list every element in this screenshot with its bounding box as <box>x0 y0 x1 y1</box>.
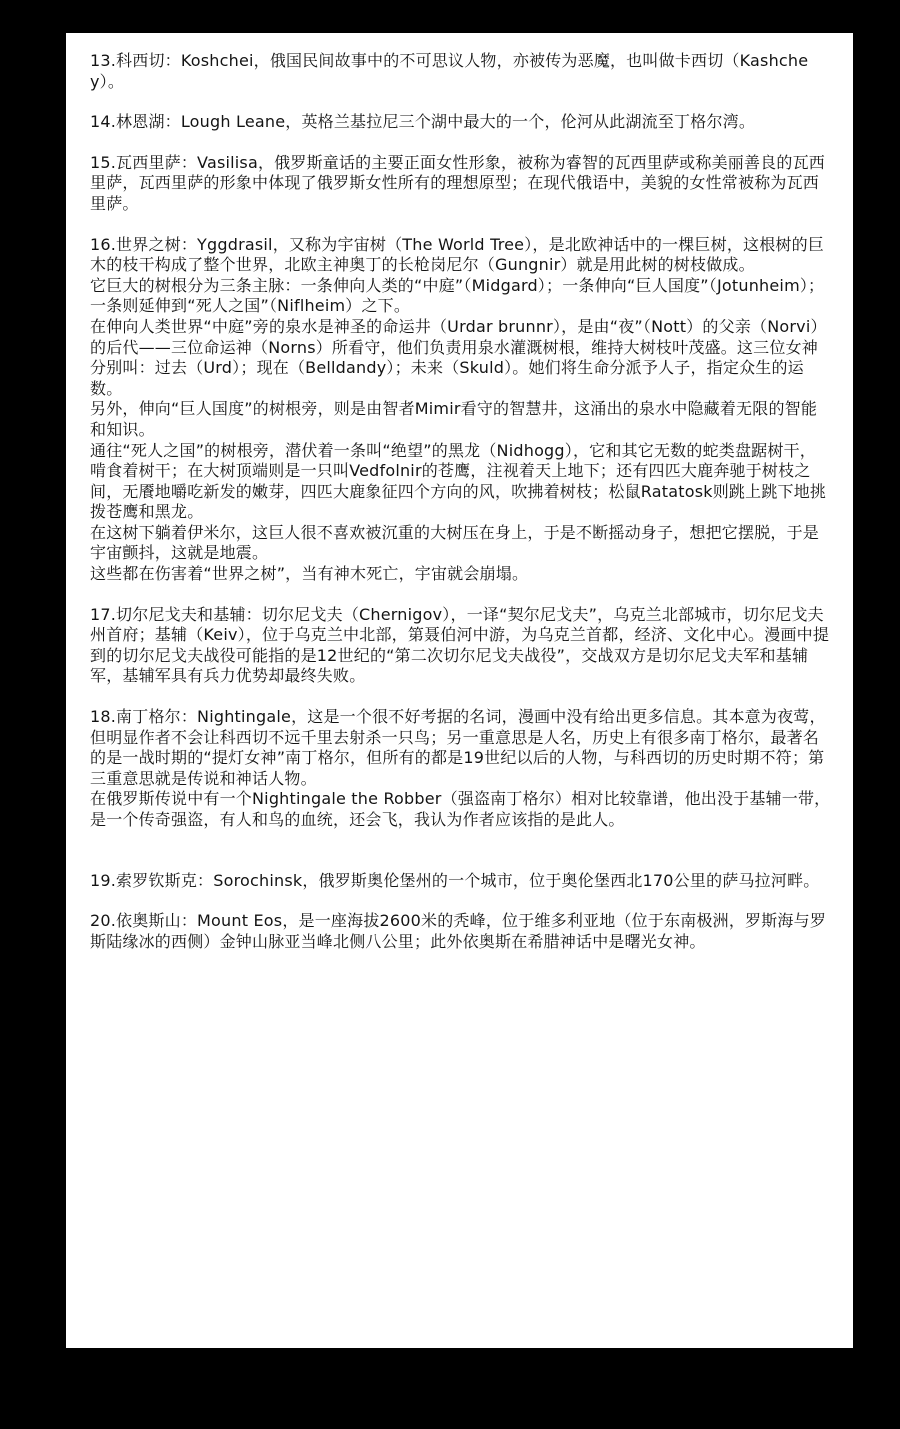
document-page <box>66 33 853 1348</box>
note-15 <box>90 153 831 215</box>
note-paragraph: 16.世界之树：Yggdrasil，又称为宇宙树（The World Tree），是北欧神话中的一棵巨树，这根树的巨木的枝干构成了整个世界，北欧主神奥丁的长枪岗尼尔（Gungnir）就是用此树的树枝做成。 <box>90 234 825 275</box>
note-18 <box>90 707 831 831</box>
note-paragraph: 15.瓦西里萨：Vasilisa，俄罗斯童话的主要正面女性形象，被称为睿智的瓦西里萨或称美丽善良的瓦西里萨，瓦西里萨的形象中体现了俄罗斯女性所有的理想原型；在现代俄语中，美貌的女性常被称为瓦西里萨。 <box>90 152 825 213</box>
note-13 <box>90 51 831 92</box>
note-paragraph: 另外，伸向“巨人国度”的树根旁，则是由智者Mimir看守的智慧井，这涌出的泉水中隐藏着无限的智能和知识。 <box>90 399 818 439</box>
note-paragraph: 在俄罗斯传说中有一个Nightingale the Robber（强盗南丁格尔）相对比较靠谱，他出没于基辅一带，是一个传奇强盗，有人和鸟的血统，还会飞，我认为作者应该指的是此人。 <box>90 789 831 829</box>
note-16 <box>90 235 831 585</box>
note-paragraph: 18.南丁格尔：Nightingale，这是一个很不好考据的名词，漫画中没有给出更多信息。其本意为夜莺，但明显作者不会让科西切不远千里去射杀一只鸟；另一重意思是人名，历史上有很多南丁格尔，最著名的是一战时期的“提灯女神”南丁格尔，但所有的都是19世纪以后的人物，与科西切的历史时期不符；第三重意思就是传说和神话人物。 <box>90 707 826 788</box>
note-paragraph: 19.索罗钦斯克：Sorochinsk，俄罗斯奥伦堡州的一个城市，位于奥伦堡西北170公里的萨马拉河畔。 <box>90 870 820 890</box>
note-19 <box>90 871 831 892</box>
note-14 <box>90 112 831 133</box>
note-paragraph: 在这树下躺着伊米尔，这巨人很不喜欢被沉重的大树压在身上，于是不断摇动身子，想把它摆脱，于是宇宙颤抖，这就是地震。 <box>90 522 820 563</box>
note-paragraph: 13.科西切：Koshchei，俄国民间故事中的不可思议人物，亦被传为恶魔，也叫做卡西切（Kashchey）。 <box>90 51 809 91</box>
note-paragraph: 14.林恩湖：Lough Leane，英格兰基拉尼三个湖中最大的一个，伦河从此湖流至丁格尔湾。 <box>90 112 756 132</box>
note-20 <box>90 911 831 952</box>
note-paragraph: 17.切尔尼戈夫和基辅：切尔尼戈夫（Chernigov），一译“契尔尼戈夫”，乌克兰北部城市，切尔尼戈夫州首府；基辅（Keiv），位于乌克兰中北部，第聂伯河中游，为乌克兰首都，经济、文化中心。漫画中提到的切尔尼戈夫战役可能指的是12世纪的“第二次切尔尼戈夫战役”，交战双方是切尔尼戈夫军和基辅军，基辅军具有兵力优势却最终失败。 <box>90 604 830 686</box>
note-paragraph: 在伸向人类世界“中庭”旁的泉水是神圣的命运井（Urdar brunnr），是由“夜”（Nott）的父亲（Norvi）的后代——三位命运神（Norns）所看守，他们负责用泉水灌溉树根，维持大树枝叶茂盛。这三位女神分别叫：过去（Urd）；现在（Belldandy）；未来（Skuld）。她们将生命分派予人子，指定众生的运数。 <box>90 316 827 398</box>
note-paragraph: 通往“死人之国”的树根旁，潜伏着一条叫“绝望”的黑龙（Nidhogg），它和其它无数的蛇类盘踞树干，啃食着树干；在大树顶端则是一只叫Vedfolnir的苍鹰，注视着天上地下；还有四匹大鹿奔驰于树枝之间，无餍地嚼吃新发的嫩芽，四匹大鹿象征四个方向的风，吹拂着树枝；松鼠Ratatosk则跳上跳下地挑拨苍鹰和黑龙。 <box>90 440 827 522</box>
note-17 <box>90 605 831 687</box>
note-paragraph: 它巨大的树根分为三条主脉：一条伸向人类的“中庭”（Midgard）；一条伸向“巨人国度”（Jotunheim）；一条则延伸到“死人之国”（Niflheim）之下。 <box>90 275 825 316</box>
note-paragraph: 这些都在伤害着“世界之树”，当有神木死亡，宇宙就会崩塌。 <box>90 564 529 584</box>
note-paragraph: 20.依奥斯山：Mount Eos，是一座海拔2600米的秃峰，位于维多利亚地（位于东南极洲，罗斯海与罗斯陆缘冰的西侧）金钟山脉亚当峰北侧八公里；此外依奥斯在希腊神话中是曙光女神。 <box>90 911 827 951</box>
